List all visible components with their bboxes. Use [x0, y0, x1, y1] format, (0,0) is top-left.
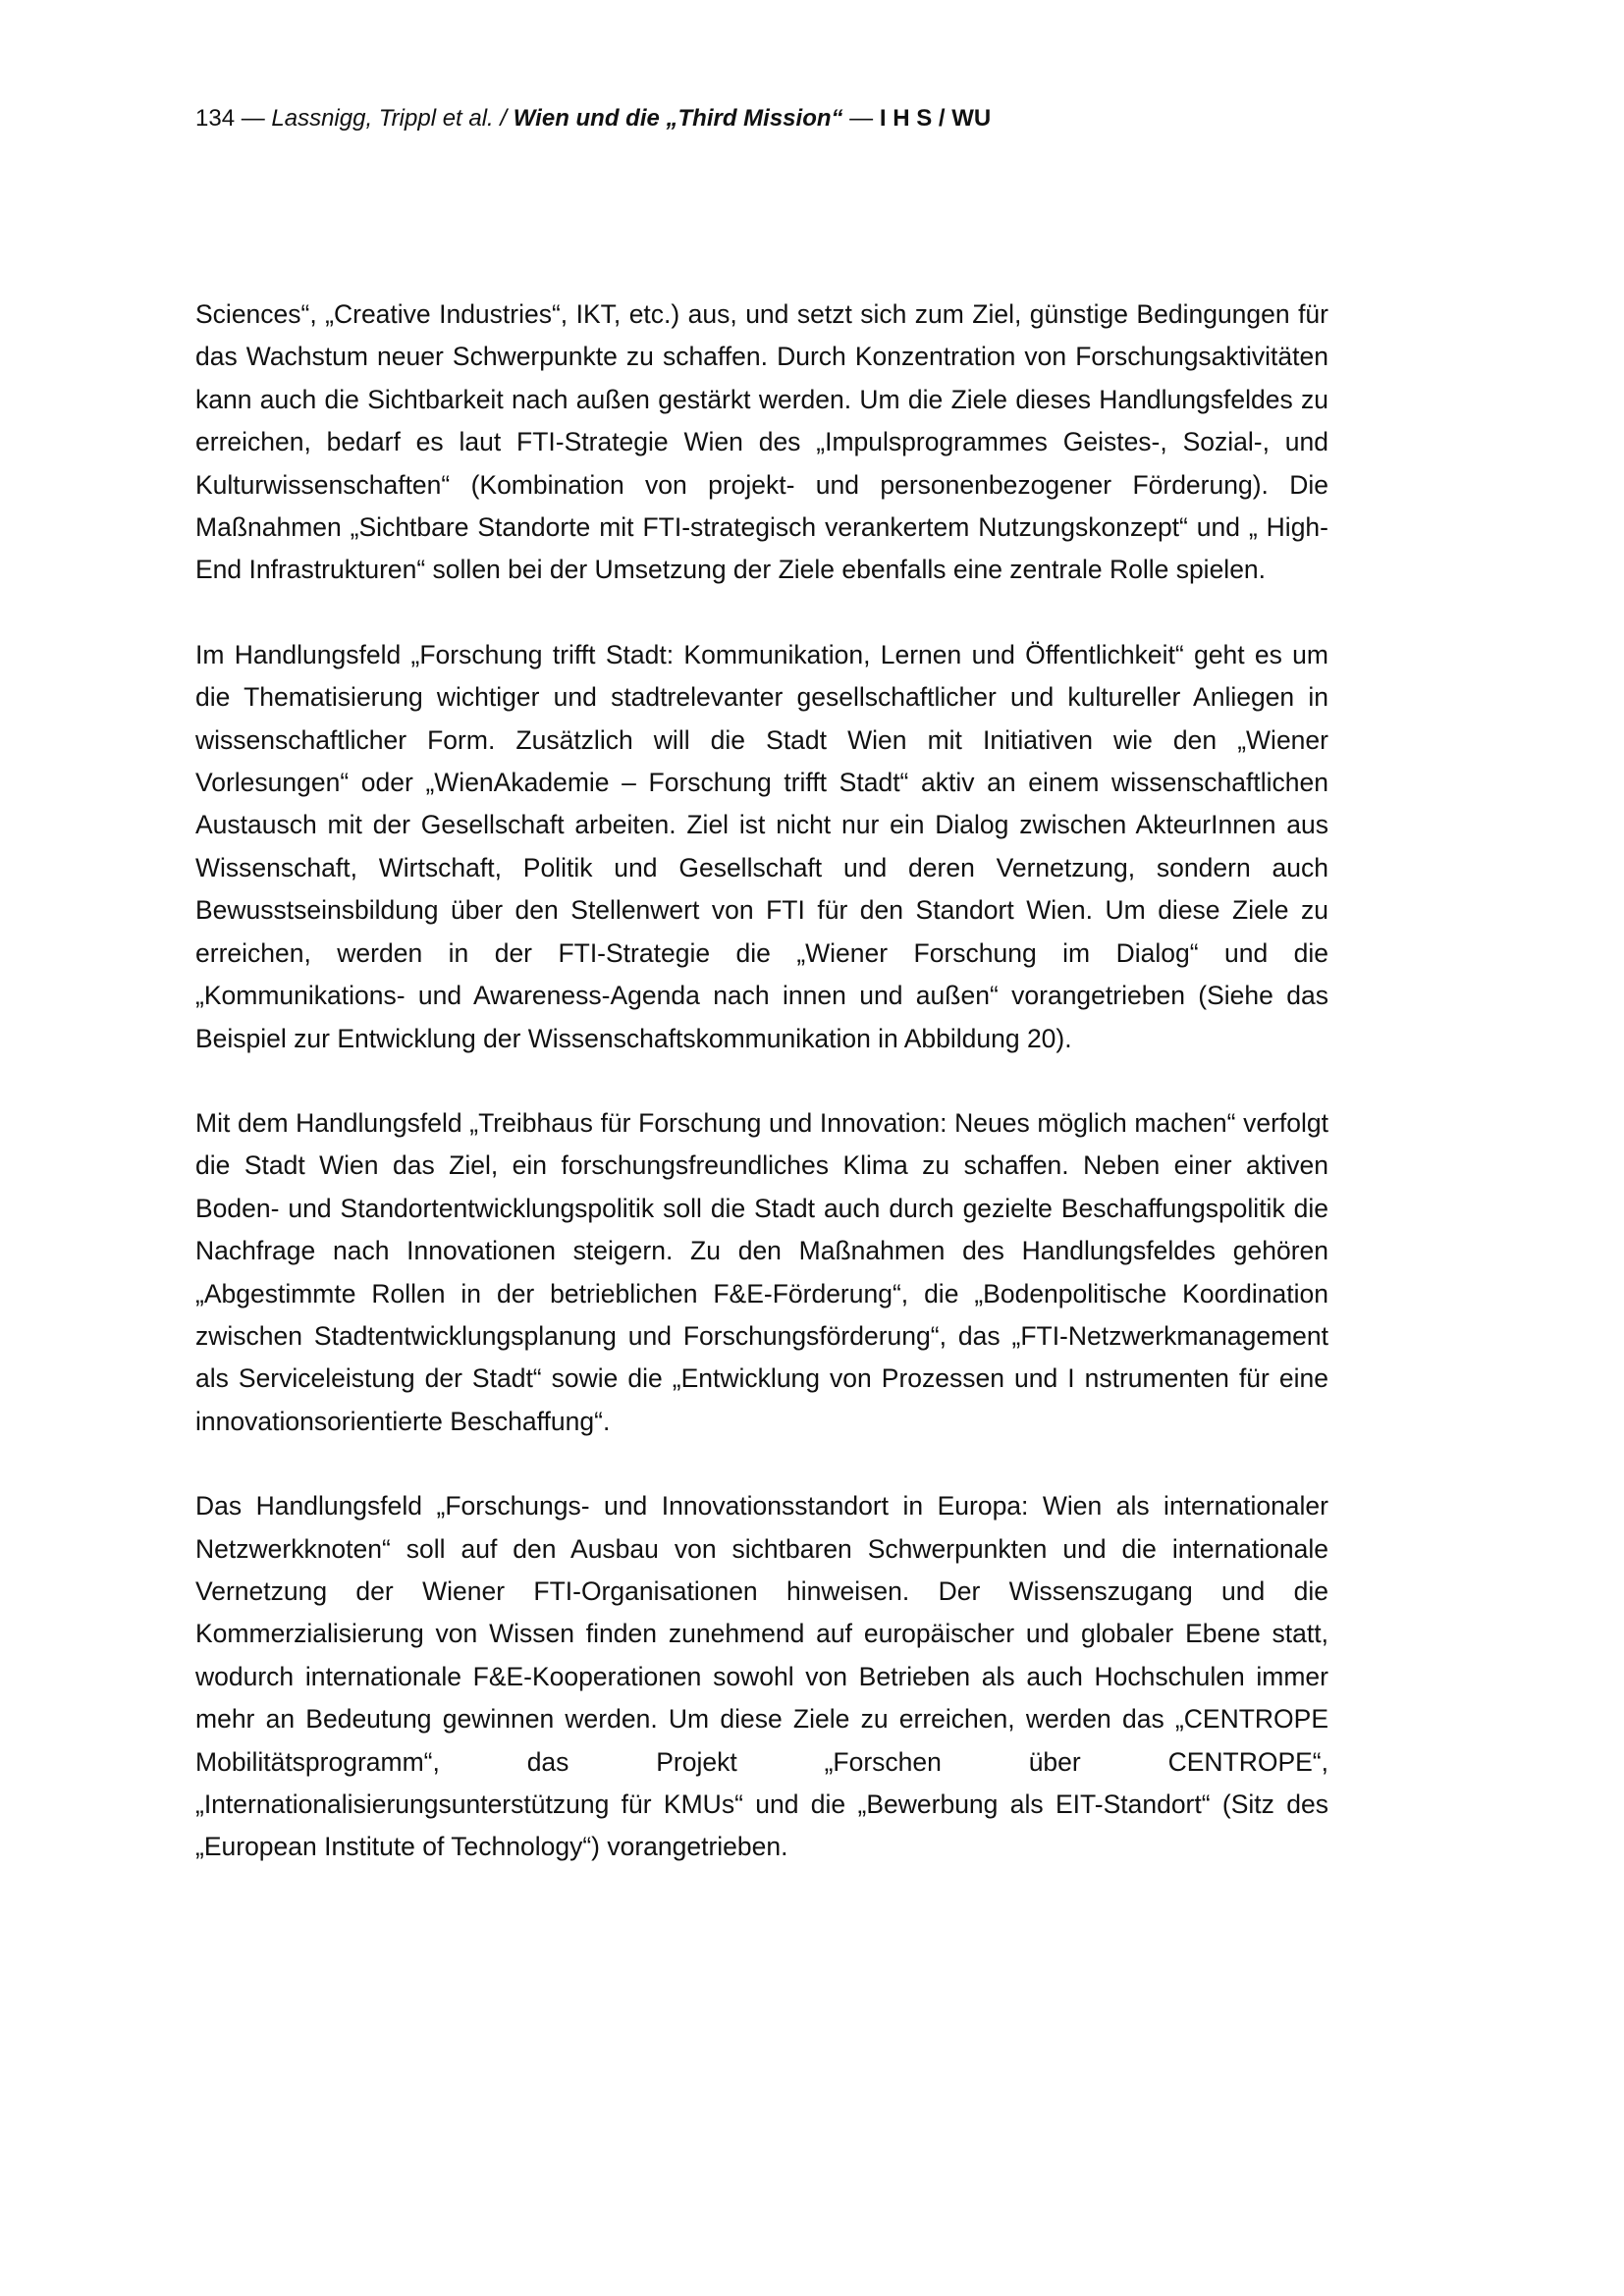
paragraph: Das Handlungsfeld „Forschungs- und Innovationsstandort in Europa: Wien als internationaler Netzwerkknoten“ soll auf den Ausbau von sichtbaren Schwerpunkten und die internationale Vernetzung der Wiener FTI-Organisationen hinweisen. Der Wissenszugang und die Kommerzialisierung von Wissen finden zunehmend auf europäischer und globaler Ebene statt, wodurch internationale F&E-Kooperationen sowohl von Betrieben als auch Hochschulen immer mehr an Bedeutung gewinnen werden. Um diese Ziele zu erreichen, werden das „CENTROPE Mobilitätsprogramm“, das Projekt „Forschen über CENTROPE“, „Internationalisierungsunterstützung für KMUs“ und die „Bewerbung als EIT-Standort“ (Sitz des „European Institute of Technology“) vorangetrieben. [195, 1491, 1328, 1862]
header-dash: — [235, 105, 272, 132]
paragraph: Mit dem Handlungsfeld „Treibhaus für Forschung und Innovation: Neues möglich machen“ verfolgt die Stadt Wien das Ziel, ein forschungsfreundliches Klima zu schaffen. Neben einer aktiven Boden- und Standortentwicklungspolitik soll die Stadt auch durch gezielte Beschaffungspolitik die Nachfrage nach Innovationen steigern. Zu den Maßnahmen des Handlungsfeldes gehören „Abgestimmte Rollen in der betrieblichen F&E-Förderung“, die „Bodenpolitische Koordination zwischen Stadtentwicklungsplanung und Forschungsförderung“, das „FTI-Netzwerkmanagement als Serviceleistung der Stadt“ sowie die „Entwicklung von Prozessen und I nstrumenten für eine innovationsorientierte Beschaffung“. [195, 1107, 1328, 1436]
running-header [195, 102, 991, 135]
paragraph: Im Handlungsfeld „Forschung trifft Stadt: Kommunikation, Lernen und Öffentlichkeit“ geht es um die Thematisierung wichtiger und stadtrelevanter gesellschaftlicher und kultureller Anliegen in wissenschaftlicher Form. Zusätzlich will die Stadt Wien mit Initiativen wie den „Wiener Vorlesungen“ oder „WienAkademie – Forschung trifft Stadt“ aktiv an einem wissenschaftlichen Austausch mit der Gesellschaft arbeiten. Ziel ist nicht nur ein Dialog zwischen AkteurInnen aus Wissenschaft, Wirtschaft, Politik und Gesellschaft und deren Vernetzung, sondern auch Bewusstseinsbildung über den Stellenwert von FTI für den Standort Wien. Um diese Ziele zu erreichen, werden in der FTI-Strategie die „Wiener Forschung im Dialog“ und die „Kommunikations- und Awareness-Agenda nach innen und außen“ vorangetrieben (Siehe das Beispiel zur Entwicklung der Wissenschaftskommunikation in Abbildung 20). [195, 639, 1328, 1053]
header-dash: — [842, 105, 880, 132]
header-title: Wien und die „Third Mission“ [513, 105, 843, 132]
page-number: 134 [195, 105, 236, 132]
header-institution: I H S / WU [879, 105, 992, 132]
paragraph: Sciences“, „Creative Industries“, IKT, etc.) aus, und setzt sich zum Ziel, günstige Bedingungen für das Wachstum neuer Schwerpunkte zu schaffen. Durch Konzentration von Forschungsaktivitäten kann auch die Sichtbarkeit nach außen gestärkt werden. Um die Ziele dieses Handlungsfeldes zu erreichen, bedarf es laut FTI-Strategie Wien des „Impulsprogrammes Geistes-, Sozial-, und Kulturwissenschaften“ (Kombination von projekt- und personenbezogener Förderung). Die Maßnahmen „Sichtbare Standorte mit FTI-strategisch verankertem Nutzungskonzept“ und „ High-End Infrastrukturen“ sollen bei der Umsetzung der Ziele ebenfalls eine zentrale Rolle spielen. [195, 299, 1328, 585]
header-authors: Lassnigg, Trippl et al. / [271, 105, 514, 132]
body-text [195, 294, 1328, 1869]
